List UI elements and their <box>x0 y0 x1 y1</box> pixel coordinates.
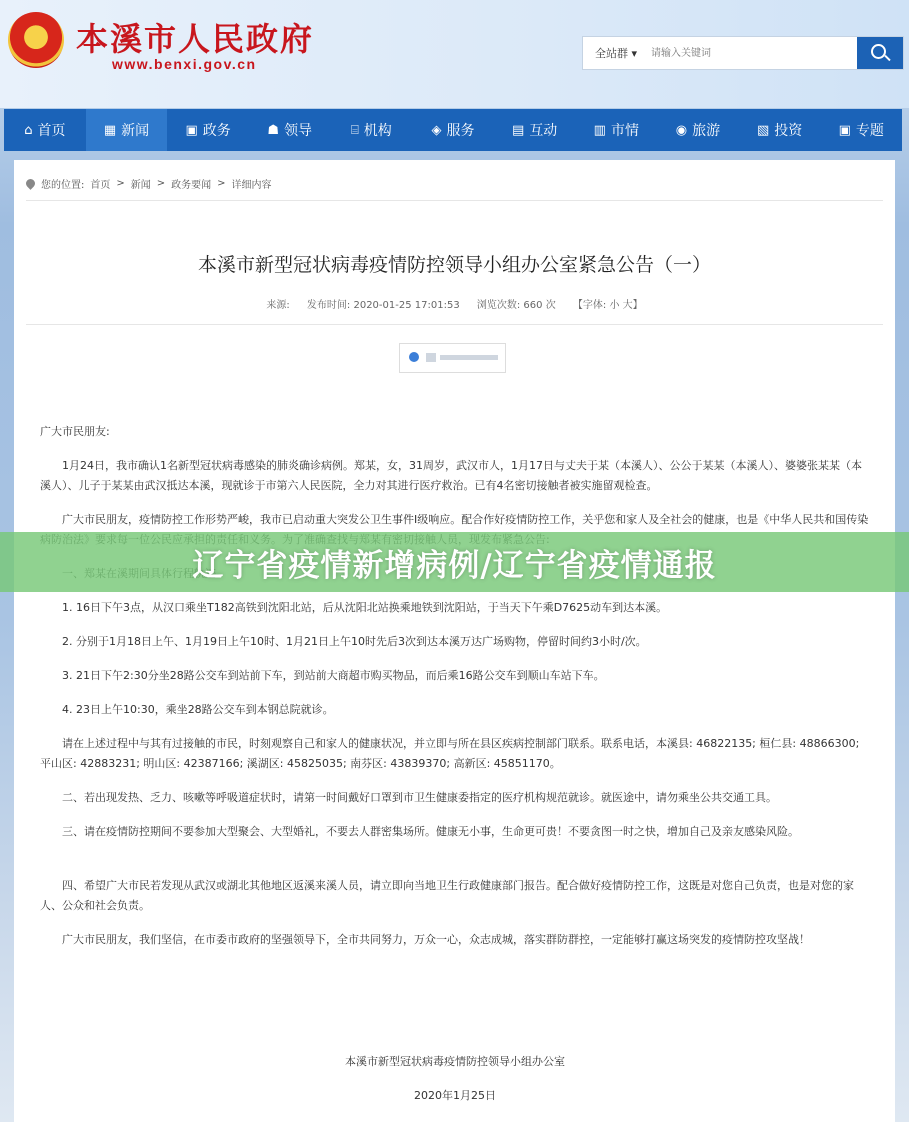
article-title: 本溪市新型冠状病毒疫情防控领导小组办公室紧急公告（一） <box>197 254 711 276</box>
article-panel <box>14 160 895 1122</box>
nav-item-travel[interactable]: ◉ 旅游 <box>675 122 721 139</box>
overlay-banner-text: 辽宁省疫情新增病例/辽宁省疫情通报 <box>192 547 717 584</box>
service-icon: ◈ <box>431 122 442 138</box>
breadcrumb: 您的位置: 首页 > 新闻 > 政务要闻 > 详细内容 <box>26 176 272 191</box>
section-3: 三、请在疫情防控期间不要参加大型聚会、大型婚礼，不要去人群密集场所。健康无小事，生命更可贵！不要贪图一时之快，增加自己及亲友感染风险。 <box>62 825 799 838</box>
overlay-banner <box>0 532 909 592</box>
gov-icon: ▣ <box>185 122 198 138</box>
city-icon: ▥ <box>593 122 606 138</box>
paragraph-1: 1月24日，我市确认1名新型冠状病毒感染的肺炎确诊病例。郑某，女，31周岁，武汉市人，1月17日与丈夫于某（本溪人）、公公于某某（本溪人）、婆婆张某某（本溪人）、儿子于某某由武汉抵达本溪，现就诊于市第六人民医院，全力对其进行医疗救治。已有4名密切接触者被实施留观检查。 <box>40 459 862 492</box>
breadcrumb-gov-news[interactable]: 政务要闻 <box>171 180 212 191</box>
search-box <box>582 36 904 70</box>
topics-icon: ▣ <box>838 122 851 138</box>
building-icon: ⌸ <box>350 122 359 138</box>
search-scope-select[interactable]: 全站群 ▾ <box>595 47 638 60</box>
news-icon: ▦ <box>103 122 117 138</box>
search-icon <box>871 44 886 59</box>
section-4: 四、希望广大市民若发现从武汉或湖北其他地区返溪来溪人员，请立即向当地卫生行政健康部门报告。配合做好疫情防控工作，这既是对您自己负责，也是对您的家人、公众和社会负责。 <box>40 879 854 912</box>
greeting: 广大市民朋友: <box>40 425 110 438</box>
nav-item-institutions[interactable]: ⌸ 机构 <box>350 122 392 139</box>
paragraph-2: 广大市民朋友，疫情防控工作形势严峻，我市已启动重大突发公卫生事件I级响应。配合作好疫情防控工作，关乎您和家人及全社会的健康，也是《中华人民共和国传染 <box>62 513 869 526</box>
leaders-icon: ☗ <box>267 122 280 138</box>
section-2: 二、若出现发热、乏力、咳嗽等呼吸道症状时，请第一时间戴好口罩到市卫生健康委指定的医疗机构规范就诊。就医途中，请勿乘坐公共交通工具。 <box>62 791 777 804</box>
main-nav <box>4 109 902 151</box>
national-emblem-icon: ★ <box>8 12 64 68</box>
meta-source: 来源: <box>266 300 290 311</box>
invest-icon: ▧ <box>756 122 770 138</box>
signature-date: 2020年1月25日 <box>414 1089 496 1102</box>
location-pin-icon <box>24 177 37 190</box>
signature: 本溪市新型冠状病毒疫情防控领导小组办公室 <box>345 1055 565 1068</box>
nav-item-leaders[interactable]: ☗ 领导 <box>267 122 313 139</box>
breadcrumb-prefix: 您的位置: <box>41 180 85 191</box>
contact-paragraph: 请在上述过程中与其有过接触的市民，时刻观察自己和家人的健康状况，并立即与所在县区疾病控制部门联系。联系电话，本溪县: 46822135; 桓仁县: 48866300; 平山区: 42883231; 明山区: 42387166; 溪湖区: 45825035; 南芬区: 43839370; 高新区: 45851170。 <box>40 737 860 770</box>
search-input[interactable] <box>649 43 833 63</box>
divider <box>26 324 883 325</box>
nav-item-interaction[interactable]: ▤ 互动 <box>512 122 558 139</box>
nav-item-gov[interactable]: ▣ 政务 <box>185 122 231 139</box>
chat-icon: ▤ <box>512 122 525 138</box>
font-size-control[interactable]: 【字体: 小 大】 <box>572 300 643 311</box>
nav-item-home[interactable]: ⌂ 首页 <box>24 122 66 139</box>
nav-item-service[interactable]: ◈ 服务 <box>431 122 475 139</box>
itinerary-item-2: 2. 分别于1月18日上午、1月19日上午10时、1月21日上午10时先后3次到达本溪万达广场购物，停留时间约3小时/次。 <box>62 635 647 648</box>
divider <box>26 200 883 201</box>
share-widget[interactable] <box>399 343 506 373</box>
location-icon: ◉ <box>675 122 688 138</box>
closing-paragraph: 广大市民朋友，我们坚信，在市委市政府的坚强领导下，全市共同努力，万众一心，众志成城，落实群防群控，一定能够打赢这场突发的疫情防控攻坚战！ <box>62 933 810 946</box>
site-title[interactable]: 本溪市人民政府 <box>76 20 315 58</box>
article-meta <box>14 296 895 311</box>
nav-item-topics[interactable]: ▣ 专题 <box>838 122 884 139</box>
meta-views: 浏览次数: 660 次 <box>476 300 556 311</box>
nav-item-invest[interactable]: ▧ 投资 <box>756 122 803 139</box>
itinerary-item-1: 1. 16日下午3点，从汉口乘坐T182高铁到沈阳北站，后从沈阳北站换乘地铁到沈阳站，于当天下午乘D7625动车到达本溪。 <box>62 601 668 614</box>
breadcrumb-current: 详细内容 <box>231 180 272 191</box>
meta-publish-time: 发布时间: 2020-01-25 17:01:53 <box>306 300 460 311</box>
breadcrumb-news[interactable]: 新闻 <box>130 180 151 191</box>
site-url: www.benxi.gov.cn <box>112 56 257 72</box>
nav-item-city[interactable]: ▥ 市情 <box>593 122 639 139</box>
itinerary-item-3: 3. 21日下午2:30分坐28路公交车到站前下车，到站前大商超市购买物品，而后乘16路公交车到顺山车站下车。 <box>62 669 605 682</box>
nav-item-news[interactable]: ▦ 新闻 <box>86 109 168 151</box>
search-button[interactable] <box>857 37 903 69</box>
itinerary-item-4: 4. 23日上午10:30，乘坐28路公交车到本钢总院就诊。 <box>62 703 334 716</box>
home-icon: ⌂ <box>24 122 33 138</box>
share-icon <box>409 352 419 362</box>
breadcrumb-home[interactable]: 首页 <box>90 180 111 191</box>
site-header <box>0 0 909 108</box>
